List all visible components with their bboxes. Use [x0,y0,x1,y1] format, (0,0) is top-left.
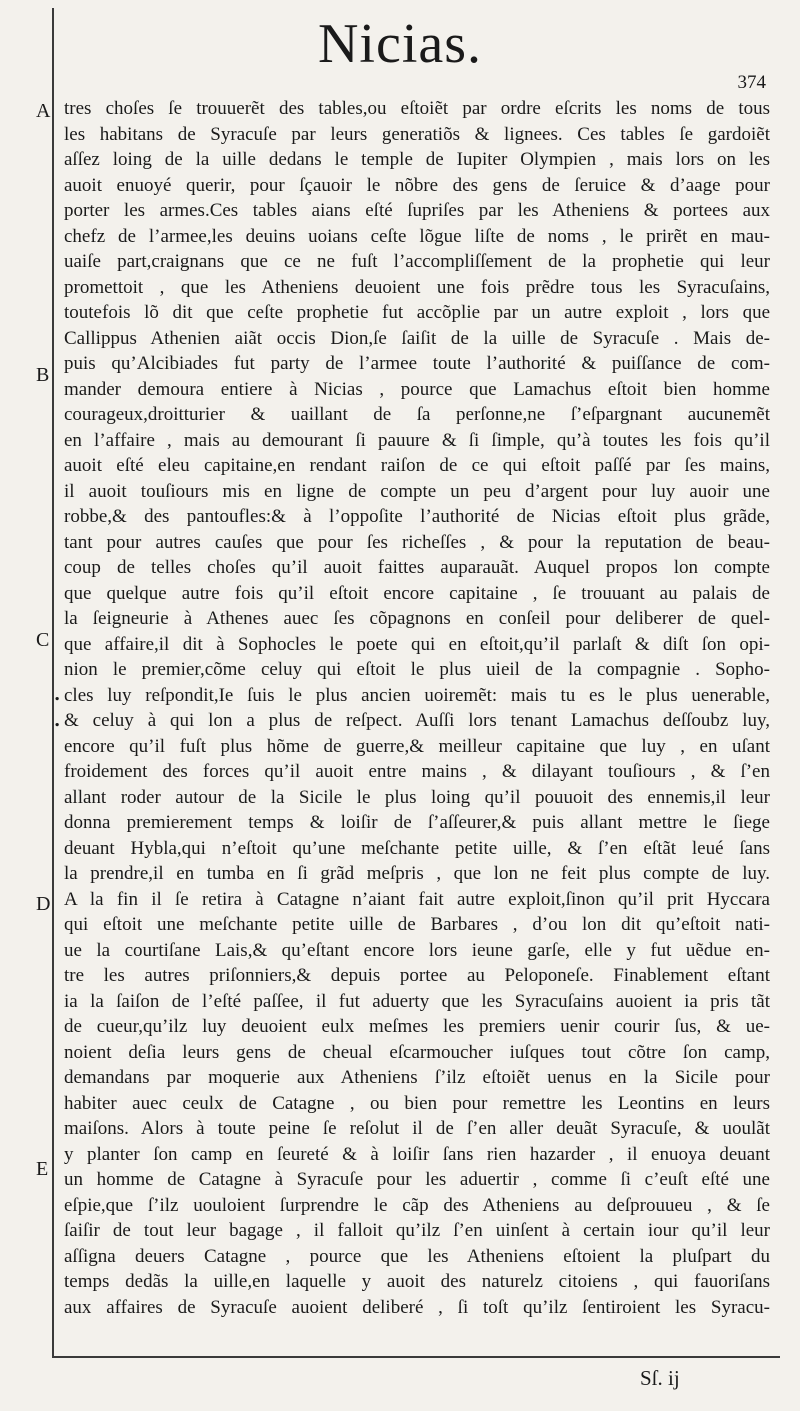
text-line: de cueur,qu’ilz luy deuoient eulx meſmes les premiers uenir courir ſus, & ue- [64,1016,770,1037]
text-line: tres choſes ſe trouuerẽt des tables,ou eſtoiẽt par ordre eſcrits les noms de tous [64,98,770,119]
text-line: aux affaires de Syracuſe auoient deliberé , ſi toſt qu’ilz ſentiroient les Syracu- [64,1296,770,1318]
text-line: cles luy reſpondit,Ie ſuis le plus ancien uoiremẽt: mais tu es le plus uenerable, [64,684,770,706]
text-line: coup de telles choſes qu’il auoit faittes auparauãt. Auquel propos lon compte [64,557,770,578]
text-line: encore qu’il fuſt plus hõme de guerre,& meilleur capitaine que luy , en uſant [64,735,770,757]
margin-letter-e: E [36,1158,49,1180]
text-line: auoit eſté eleu capitaine,en rendant raiſon de ce qui eſtoit paſſé par ſes mains, [64,455,770,476]
left-margin-rule [52,8,54,1358]
text-line: aſſigna deuers Catagne , pource que les Atheniens eſtoient la pluſpart du [64,1245,770,1267]
text-line: toutefois lõ dit que ceſte prophetie fut accõplie par un autre exploit , lors que [64,302,770,323]
text-line: la ſeigneurie à Athenes auec ſes cõpagnons en conſeil pour deliberer de quel- [64,608,770,629]
text-line: auoit enuoyé querir, pour ſçauoir le nõbre des gens de ſeruice & d’aage pour [64,174,770,196]
text-line: robbe,& des pantoufles:& à l’oppoſite l’authorité de Nicias eſtoit plus grãde, [64,506,770,527]
text-line: uaiſe part,craignans que ce ne fuſt l’accompliſſement de la prophetie qui leur [64,251,770,272]
text-line: tre les autres priſonniers,& depuis portee au Peloponeſe. Finablement eſtant [64,965,770,986]
text-line: que quelque autre fois qu’il eſtoit encore capitaine , ſe trouuant au palais de [64,582,770,604]
text-line: allant roder autour de la Sicile le plus loing qu’il pouuoit des ennemis,il leur [64,786,770,808]
text-line: la prendre,il en tumba en ſi grãd meſpris , que lon ne feit plus compte de luy. [64,863,770,884]
text-line: deuant Hybla,qui n’eſtoit qu’une meſchante petite uille, & ſ’en eſtãt leué ſans [64,837,770,859]
text-line: temps dedãs la uille,en laquelle y auoit des naturelz citoiens , qui fauoriſans [64,1271,770,1292]
text-line: ſaiſir de tout leur bagage , il falloit qu’ilz ſ’en uinſent à certain iour qu’il leur [64,1220,770,1241]
text-line: & celuy à qui lon a plus de reſpect. Auſſi lors tenant Lamachus deſſoubz luy, [64,710,770,731]
text-line: courageux,droitturier & uaillant de ſa perſonne,ne ſ’eſpargnant aucunemẽt [64,404,770,425]
running-head-title: Nicias. [317,13,483,75]
text-line: un homme de Catagne à Syracuſe pour les aduertir , comme ſi c’euſt eſté une [64,1169,770,1190]
page-number: 374 [737,72,766,93]
text-line: habiter auec ceulx de Catagne , ou bien pour remettre les Leontins en leurs [64,1092,770,1114]
text-line: puis qu’Alcibiades fut party de l’armee toute l’authorité & puiſſance de com- [64,353,770,374]
text-line: promettoit , que les Atheniens deuoient une fois prẽdre tous les Syracuſains, [64,276,770,298]
text-line: y planter ſon camp en ſeureté & à loiſir ſans rien hazarder , il enuoya deuant [64,1143,770,1165]
text-line: que affaire,il dit à Sophocles le poete qui en eſtoit,qu’il parlaſt & diſt ſon opi- [64,633,770,655]
text-line: A la fin il ſe retira à Catagne n’aiant fait autre exploit,ſinon qu’il prit Hyccara [64,888,770,910]
body-text [64,96,770,1320]
text-line: ia la ſaiſon de l’eſté paſſee, il fut aduerty que les Syracuſains auoient ia pris tãt [64,990,770,1012]
margin-dot-1: . [54,684,61,705]
text-line: ue la courtiſane Lais,& qu’eſtant encore lors ieune garſe, elle y fut uẽdue en- [64,939,770,961]
text-line: Callippus Athenien aiãt occis Dion,ſe ſaiſit de la uille de Syracuſe . Mais de- [64,327,770,349]
text-line: maiſons. Alors à toute peine ſe reſolut il de ſ’en aller deuãt Syracuſe, & uoulãt [64,1118,770,1139]
text-line: en l’affaire , mais au demourant ſi pauure & ſi ſimple, qu’à toutes les fois qu’il [64,429,770,451]
bottom-rule [52,1356,780,1358]
margin-dot-2: . [54,710,61,731]
text-line: demandans par moquerie aux Atheniens ſ’ilz eſtoiẽt uenus en la Sicile pour [64,1067,770,1088]
margin-letter-d: D [36,893,51,915]
text-line: froidement des forces qu’il auoit entre mains , & dilayant touſiours , & ſ’en [64,761,770,782]
text-line: porter les armes.Ces tables aians eſté ſupriſes par les Atheniens & portees aux [64,200,770,221]
text-line: aſſez loing de la uille dedans le temple de Iupiter Olympien , mais lors on les [64,149,770,170]
text-line: tant pour autres cauſes que pour ſes richeſſes , & pour la reputation de beau- [64,531,770,553]
margin-letter-a: A [36,100,51,122]
text-line: qui eſtoit une meſchante petite uille de Barbares , d’ou lon dit qu’eſtoit nati- [64,914,770,935]
text-line: chefz de l’armee,les deuins uoians ceſte lõgue liſte de noms , le prirẽt en mau- [64,225,770,247]
text-line: il auoit touſiours mis en ligne de compte un peu d’argent pour luy auoir une [64,480,770,502]
text-line: eſpie,que ſ’ilz uouloient ſurprendre le cãp des Atheniens au deſprouueu , & ſe [64,1194,770,1216]
signature-mark: Sſ. ij [640,1366,680,1390]
margin-letter-b: B [36,364,50,386]
margin-letter-c: C [36,629,50,651]
text-line: noient deſia leurs gens de cheual eſcarmoucher iuſques tout cõtre ſon camp, [64,1041,770,1063]
text-line: nion le premier,cõme celuy qui eſtoit le plus uieil de la compagnie . Sopho- [64,659,770,680]
text-line: mander demoura entiere à Nicias , pource que Lamachus eſtoit bien homme [64,378,770,400]
text-line: les habitans de Syracuſe par leurs generatiõs & lignees. Ces tables ſe gardoiẽt [64,123,770,145]
text-line: donna premierement temps & loiſir de ſ’aſſeurer,& puis allant mettre le ſiege [64,812,770,833]
